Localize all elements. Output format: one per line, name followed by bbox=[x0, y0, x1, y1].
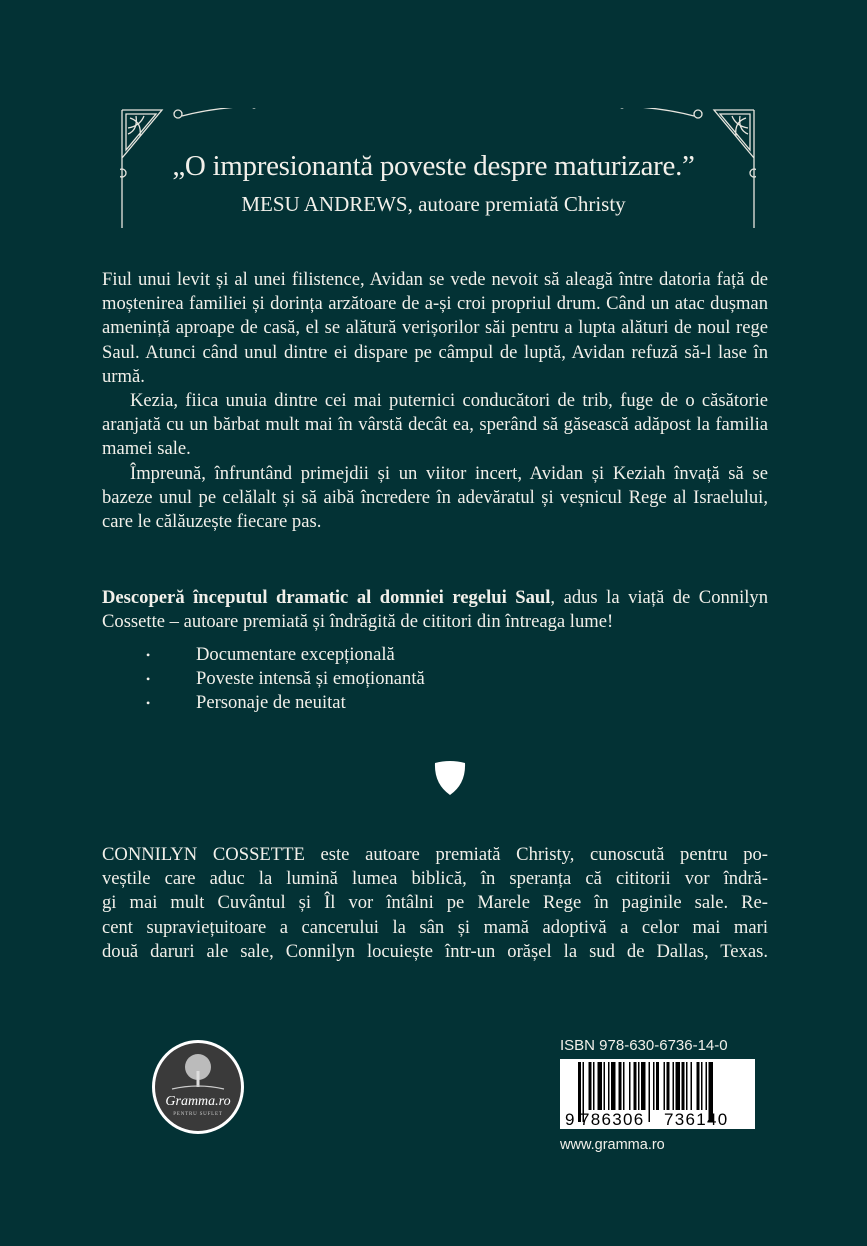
barcode-bar bbox=[604, 1062, 606, 1110]
barcode-bar bbox=[653, 1062, 655, 1110]
barcode-bar bbox=[649, 1062, 651, 1122]
publisher-logo bbox=[150, 1039, 246, 1135]
logo-text: Gramma.ro bbox=[165, 1094, 231, 1109]
endorsement-attribution: MESU ANDREWS, autoare premiată Christy bbox=[241, 192, 626, 216]
bio-line: două daruri ale sale, Connilyn locuiește într-un orășel la sud de Dallas, Texas. bbox=[102, 940, 768, 962]
barcode-bar bbox=[673, 1062, 675, 1110]
endorsement-quote: „O impresionantă poveste despre maturizare.” bbox=[172, 150, 695, 182]
publisher-website: www.gramma.ro bbox=[560, 1137, 665, 1153]
barcode-bar bbox=[638, 1062, 640, 1110]
bio-line: CONNILYN COSSETTE este autoare premiată Christy, cunoscută pentru po- bbox=[102, 844, 768, 865]
bio-line: veștile care aduc la lumină lumea biblică, în speranța că cititorii vor îndră- bbox=[102, 868, 768, 890]
logo-tagline: PENTRU SUFLET bbox=[173, 1112, 223, 1117]
barcode-bar bbox=[706, 1062, 708, 1110]
barcode-bar bbox=[634, 1062, 637, 1110]
feature-list bbox=[140, 643, 425, 716]
synopsis-paragraph: Fiul unui levit și al unei filistence, Avidan se vede nevoit să aleagă între datoria față de moștenirea familiei și dorința arzătoare de a-și croi propriul drum. Când un atac dușman amenință aproape de casă, el se alătură verișorilor săi pentru a lupta alături de noul rege Saul. Atunci când unul dintre ei dispare pe câmpul de luptă, Avidan refuză să-l lase în urmă. bbox=[102, 269, 768, 387]
lead-bold: Descoperă începutul dramatic al domniei regelui Saul bbox=[102, 587, 551, 608]
author-bio bbox=[102, 843, 768, 964]
barcode-digit-prefix: 9 bbox=[565, 1110, 575, 1129]
barcode-bar bbox=[676, 1062, 681, 1110]
list-item-text: Personaje de neuitat bbox=[196, 692, 346, 714]
barcode-bar bbox=[589, 1062, 592, 1110]
barcode-bar bbox=[697, 1062, 700, 1110]
barcode-bar bbox=[667, 1062, 670, 1110]
barcode-bar bbox=[641, 1062, 646, 1110]
barcode-bar bbox=[629, 1062, 631, 1110]
barcode-bar bbox=[608, 1062, 610, 1110]
barcode bbox=[560, 1059, 755, 1129]
synopsis-paragraph: Împreună, înfruntând primejdii și un viitor incert, Avidan și Keziah învață să se bazeze unul pe celălalt și să aibă încredere în adevăratul și veșnicul Rege al Israelului, care le călăuzește fiecare pas. bbox=[102, 462, 768, 533]
barcode-bar bbox=[664, 1062, 666, 1110]
barcode-bar bbox=[656, 1062, 659, 1110]
barcode-digits-left: 786306 bbox=[580, 1110, 645, 1129]
synopsis-paragraph: Kezia, fiica unuia dintre cei mai puternici conducători de trib, fuge de o căsătorie aranjată cu un bărbat mult mai în vârstă decât ea, sperând să găsească adăpost la familia mamei sale. bbox=[102, 390, 768, 460]
shield-icon bbox=[434, 760, 466, 796]
barcode-bar bbox=[686, 1062, 688, 1110]
bio-line: cent supraviețuitoare a cancerului la sân și mamă adoptivă a celor mai mari bbox=[102, 916, 768, 938]
bullet-icon: • bbox=[146, 696, 151, 711]
barcode-bar bbox=[691, 1062, 693, 1110]
bullet-icon: • bbox=[146, 672, 151, 687]
barcode-digits-right: 736140 bbox=[664, 1110, 729, 1129]
lead-paragraph bbox=[102, 586, 768, 634]
isbn-label: ISBN 978-630-6736-14-0 bbox=[560, 1037, 728, 1054]
barcode-bar bbox=[682, 1062, 685, 1110]
barcode-bar bbox=[598, 1062, 603, 1110]
list-item bbox=[140, 643, 425, 667]
list-item-text: Documentare excepțională bbox=[196, 644, 395, 665]
bio-line: gi mai mult Cuvântul și Îl vor întâlni pe Marele Rege în paginile sale. Re- bbox=[102, 892, 768, 914]
bullet-icon: • bbox=[146, 648, 151, 662]
barcode-bar bbox=[619, 1062, 622, 1110]
barcode-bar bbox=[701, 1062, 703, 1110]
list-item bbox=[140, 691, 425, 715]
list-item-text: Poveste intensă și emoționantă bbox=[196, 668, 425, 690]
barcode-bar bbox=[611, 1062, 616, 1110]
barcode-bar bbox=[623, 1062, 625, 1110]
list-item bbox=[140, 667, 425, 691]
lead-rest: , adus la viață de Connilyn Cossette – autoare premiată și îndrăgită de cititori din întreaga lume! bbox=[102, 587, 769, 633]
barcode-bar bbox=[593, 1062, 595, 1110]
tree-book-logo-icon bbox=[150, 1039, 246, 1135]
synopsis bbox=[102, 268, 768, 534]
